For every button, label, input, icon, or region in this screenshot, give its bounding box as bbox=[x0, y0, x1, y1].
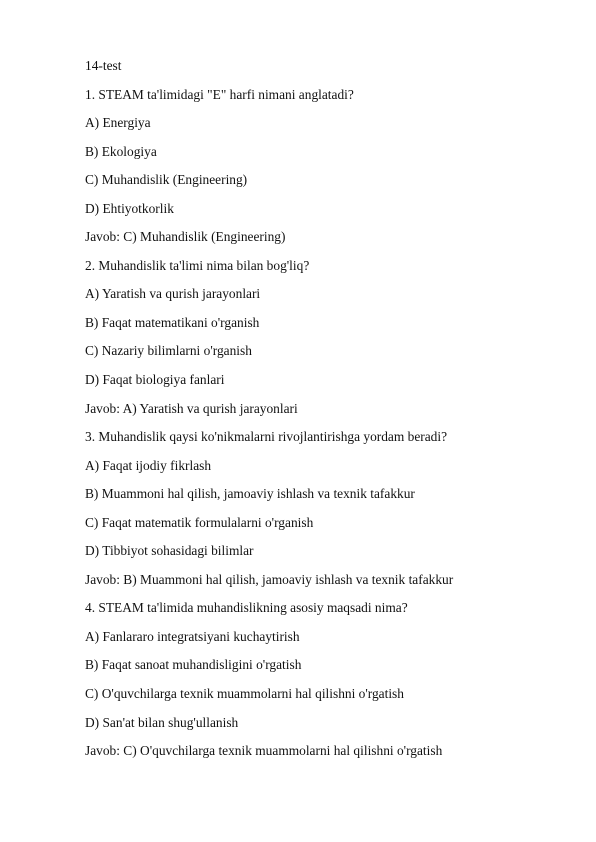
question-1-option-a: A) Energiya bbox=[85, 115, 151, 131]
question-1-option-b: B) Ekologiya bbox=[85, 143, 157, 159]
question-1-option-d: D) Ehtiyotkorlik bbox=[85, 200, 174, 216]
question-4: 4. STEAM ta'limida muhandislikning asosiy maqsadi nima? bbox=[85, 600, 408, 616]
test-title: 14-test bbox=[85, 58, 122, 73]
question-3-option-c: C) Faqat matematik formulalarni o'rganish bbox=[85, 514, 314, 530]
question-3-option-d: D) Tibbiyot sohasidagi bilimlar bbox=[85, 543, 254, 559]
question-2-option-a: A) Yaratish va qurish jarayonlari bbox=[85, 286, 261, 302]
question-4-option-c: C) O'quvchilarga texnik muammolarni hal qilishni o'rgatish bbox=[85, 686, 404, 702]
question-4-option-a: A) Fanlararo integratsiyani kuchaytirish bbox=[85, 628, 300, 644]
question-2-answer: Javob: A) Yaratish va qurish jarayonlari bbox=[85, 400, 298, 416]
question-1: 1. STEAM ta'limidagi "E" harfi nimani anglatadi? bbox=[85, 86, 354, 102]
question-3-option-b: B) Muammoni hal qilish, jamoaviy ishlash va texnik tafakkur bbox=[85, 486, 415, 502]
question-3-option-a: A) Faqat ijodiy fikrlash bbox=[85, 457, 212, 473]
question-2: 2. Muhandislik ta'limi nima bilan bog'liq? bbox=[85, 257, 310, 273]
question-2-option-c: C) Nazariy bilimlarni o'rganish bbox=[85, 343, 252, 359]
question-1-answer: Javob: C) Muhandislik (Engineering) bbox=[85, 229, 286, 245]
question-2-option-d: D) Faqat biologiya fanlari bbox=[85, 372, 225, 388]
question-1-option-c: C) Muhandislik (Engineering) bbox=[85, 172, 248, 188]
question-4-option-b: B) Faqat sanoat muhandisligini o'rgatish bbox=[85, 657, 302, 673]
question-3: 3. Muhandislik qaysi ko'nikmalarni rivojlantirishga yordam beradi? bbox=[85, 429, 448, 445]
question-4-answer: Javob: C) O'quvchilarga texnik muammolarni hal qilishni o'rgatish bbox=[85, 743, 443, 759]
question-4-option-d: D) San'at bilan shug'ullanish bbox=[85, 714, 239, 730]
document-body bbox=[85, 57, 565, 771]
question-2-option-b: B) Faqat matematikani o'rganish bbox=[85, 314, 260, 330]
question-3-answer: Javob: B) Muammoni hal qilish, jamoaviy ishlash va texnik tafakkur bbox=[85, 571, 454, 587]
